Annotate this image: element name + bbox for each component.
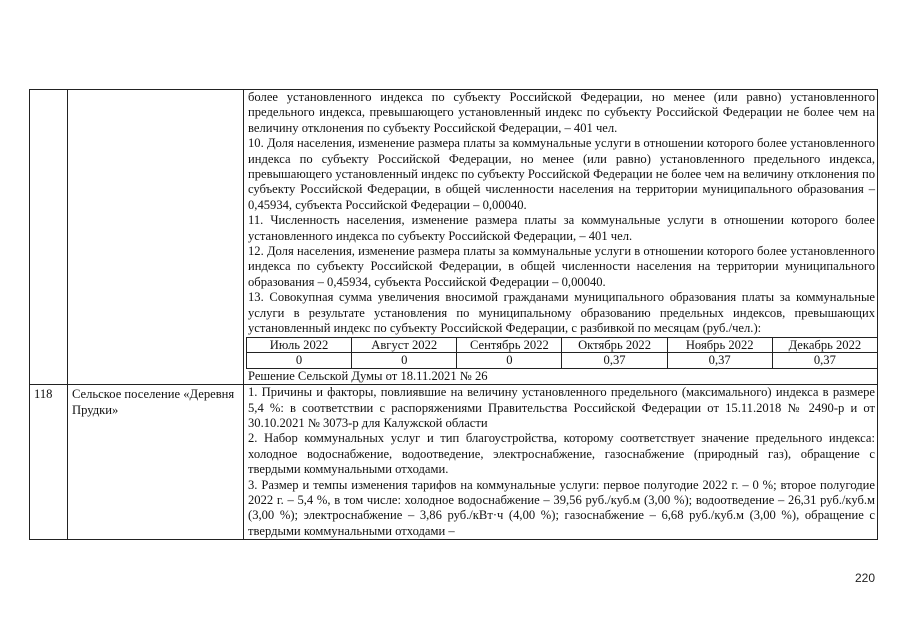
paragraph: 3. Размер и темпы изменения тарифов на коммунальные услуги: первое полугодие 2022 г. – 0 %; второе полугодие 2022 г. – 5,4 %, в том числе: холодное водоснабжение – 39,56 руб./куб.м (3,00 %); водоотведение – 26,31 руб./куб.м (3,00 %); электроснабжение – 3,86 руб./кВт·ч (4,00 %); газоснабжение – 6,68 руб./куб.м (3,00 %), обращение с твердыми коммунальными отходами – [248, 477, 875, 538]
row-number-cell: 118 [30, 385, 68, 540]
month-value: 0 [457, 353, 562, 369]
month-header: Август 2022 [352, 337, 457, 353]
month-header: Декабрь 2022 [772, 337, 877, 353]
table-row [30, 90, 878, 385]
row-number-cell [30, 90, 68, 385]
monthly-table-value-row [247, 353, 878, 369]
row-description-cell [244, 385, 878, 540]
decision-reference: Решение Сельской Думы от 18.11.2021 № 26 [248, 368, 488, 383]
paragraph: 2. Набор коммунальных услуг и тип благоустройства, которому соответствует значение предельного индекса: холодное водоснабжение, водоотведение, электроснабжение, газоснабжение (природный газ), обращение с твердыми коммунальными отходами. [248, 431, 875, 477]
month-value: 0 [352, 353, 457, 369]
row-name-cell [68, 90, 244, 385]
page-number: 220 [854, 571, 875, 585]
month-header: Июль 2022 [247, 337, 352, 353]
main-table [29, 89, 878, 540]
paragraph: 10. Доля населения, изменение размера платы за коммунальные услуги в отношении которого более установленного индекса по субъекту Российской Федерации, но менее (или равно) установленного предельного индекса, превышающего установленный индекс по субъекту Российской Федерации не более чем на величину отклонения по субъекту Российской Федерации, в общей численности населения на территории муниципального образования – 0,45934, субъекта Российской Федерации – 0,00040. [248, 136, 875, 212]
paragraph: 1. Причины и факторы, повлиявшие на величину установленного предельного (максимального) индекса в размере 5,4 %: в соответствии с распоряжениями Правительства Российской Федерации от 15.11.2018 № 2490-р и от 30.10.2021 № 3073-р для Калужской области [248, 385, 875, 430]
month-value: 0,37 [562, 353, 667, 369]
month-value: 0,37 [667, 353, 772, 369]
row-description-cell [244, 90, 878, 385]
paragraph: более установленного индекса по субъекту Российской Федерации, но менее (или равно) установленного предельного индекса, превышающего установленный индекс по субъекту Российской Федерации не более чем на величину отклонения по субъекту Российской Федерации, – 401 чел. [248, 90, 875, 135]
paragraph: 11. Численность населения, изменение размера платы за коммунальные услуги в отношении которого более установленного индекса по субъекту Российской Федерации, – 401 чел. [248, 213, 875, 243]
row-name-cell: Сельское поселение «Деревня Прудки» [68, 385, 244, 540]
month-header: Октябрь 2022 [562, 337, 667, 353]
paragraph: 13. Совокупная сумма увеличения вносимой гражданами муниципального образования платы за коммунальные услуги в результате установления по муниципальному образованию предельных индексов, превышающих установленный индекс по субъекту Российской Федерации, с разбивкой по месяцам (руб./чел.): [248, 290, 875, 336]
monthly-table [246, 337, 878, 369]
monthly-table-header-row [247, 337, 878, 353]
table-row [30, 385, 878, 540]
month-header: Ноябрь 2022 [667, 337, 772, 353]
month-value: 0 [247, 353, 352, 369]
paragraph: 12. Доля населения, изменение размера платы за коммунальные услуги в отношении которого более установленного индекса по субъекту Российской Федерации, в общей численности населения на территории муниципального образования – 0,45934, субъекта Российской Федерации – 0,00040. [248, 244, 875, 289]
month-header: Сентябрь 2022 [457, 337, 562, 353]
month-value: 0,37 [772, 353, 877, 369]
